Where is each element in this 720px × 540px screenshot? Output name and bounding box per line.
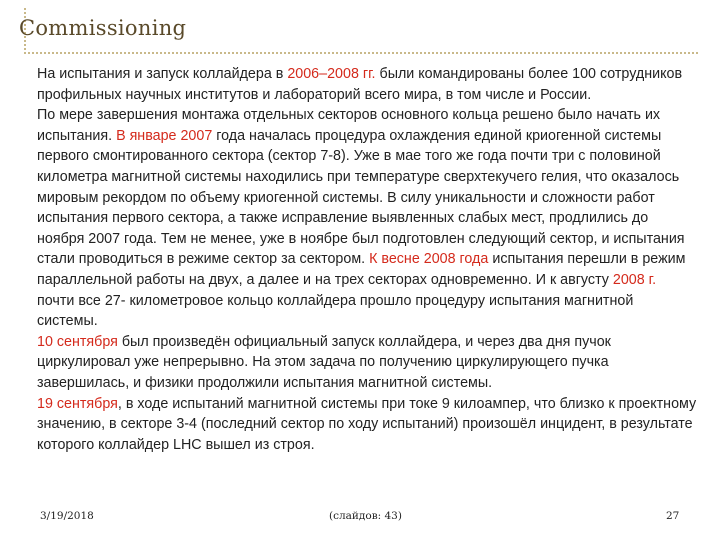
body-text-run: По мере завершения монтажа отдельных секторов основного кольца решено было начать их испытания. — [37, 107, 661, 144]
body-text-run: были командированы более 100 сотрудников профильных научных институтов и лабораторий всего мира, в том числе и России. — [37, 66, 683, 103]
slide-title: Commissioning — [19, 16, 187, 40]
body-text-run: почти все 27- километровое кольцо коллайдера прошло процедуру испытания магнитной системы. — [37, 292, 634, 330]
highlight-text: 2006–2008 гг. — [287, 66, 376, 82]
footer-slide-count: (слайдов: 43) — [329, 510, 402, 522]
body-text-run: , в ходе испытаний магнитной системы при токе 9 килоампер, что близко к проектному значению, в секторе 3-4 (последний сектор по ходу испытаний) произошёл инцидент, в результате которого коллайдер LHC вышел из строя. — [37, 395, 697, 453]
highlight-text: 19 сентября — [37, 395, 118, 412]
highlight-text: В январе 2007 — [116, 127, 213, 144]
highlight-text: 10 сентября — [37, 333, 118, 350]
footer-page-number: 27 — [666, 510, 680, 522]
body-paragraph — [37, 105, 697, 332]
body-text-run: года началась процедура охлаждения единой криогенной системы первого смонтированного сектора (сектор 7-8). Уже в мае того же года почти три с половиной километра магнитной системы находились при температуре сверхтекучего гелия, что оказалось мировым рекордом по объему криогенной системы. В силу уникальности и сложности работ испытания первого сектора, а также исправление выявленных слабых мест, продлились до ноября 2007 года. Тем не менее, уже в ноябре был подготовлен следующий сектор, и испытания стали проводиться в режиме сектор за сектором. — [37, 127, 685, 268]
slide-body — [37, 64, 697, 455]
footer-date: 3/19/2018 — [40, 510, 94, 522]
body-text-run: был произведён официальный запуск коллайдера, и через два дня пучок циркулировал уже непрерывно. На этом задача по получению циркулирующего пучка завершилась, и физики продолжили испытания магнитной системы. — [37, 333, 611, 391]
body-text-run: На испытания и запуск коллайдера в — [37, 66, 288, 82]
slide-footer — [0, 510, 720, 530]
body-paragraph — [37, 394, 697, 456]
body-paragraph — [37, 332, 697, 394]
highlight-text: К весне 2008 года — [369, 251, 489, 268]
highlight-text: 2008 г. — [612, 271, 657, 288]
body-text-run: испытания перешли в режим параллельной работы на двух, а далее и на трех секторах одновременно. И к августу — [37, 251, 686, 288]
body-paragraph — [37, 64, 697, 105]
